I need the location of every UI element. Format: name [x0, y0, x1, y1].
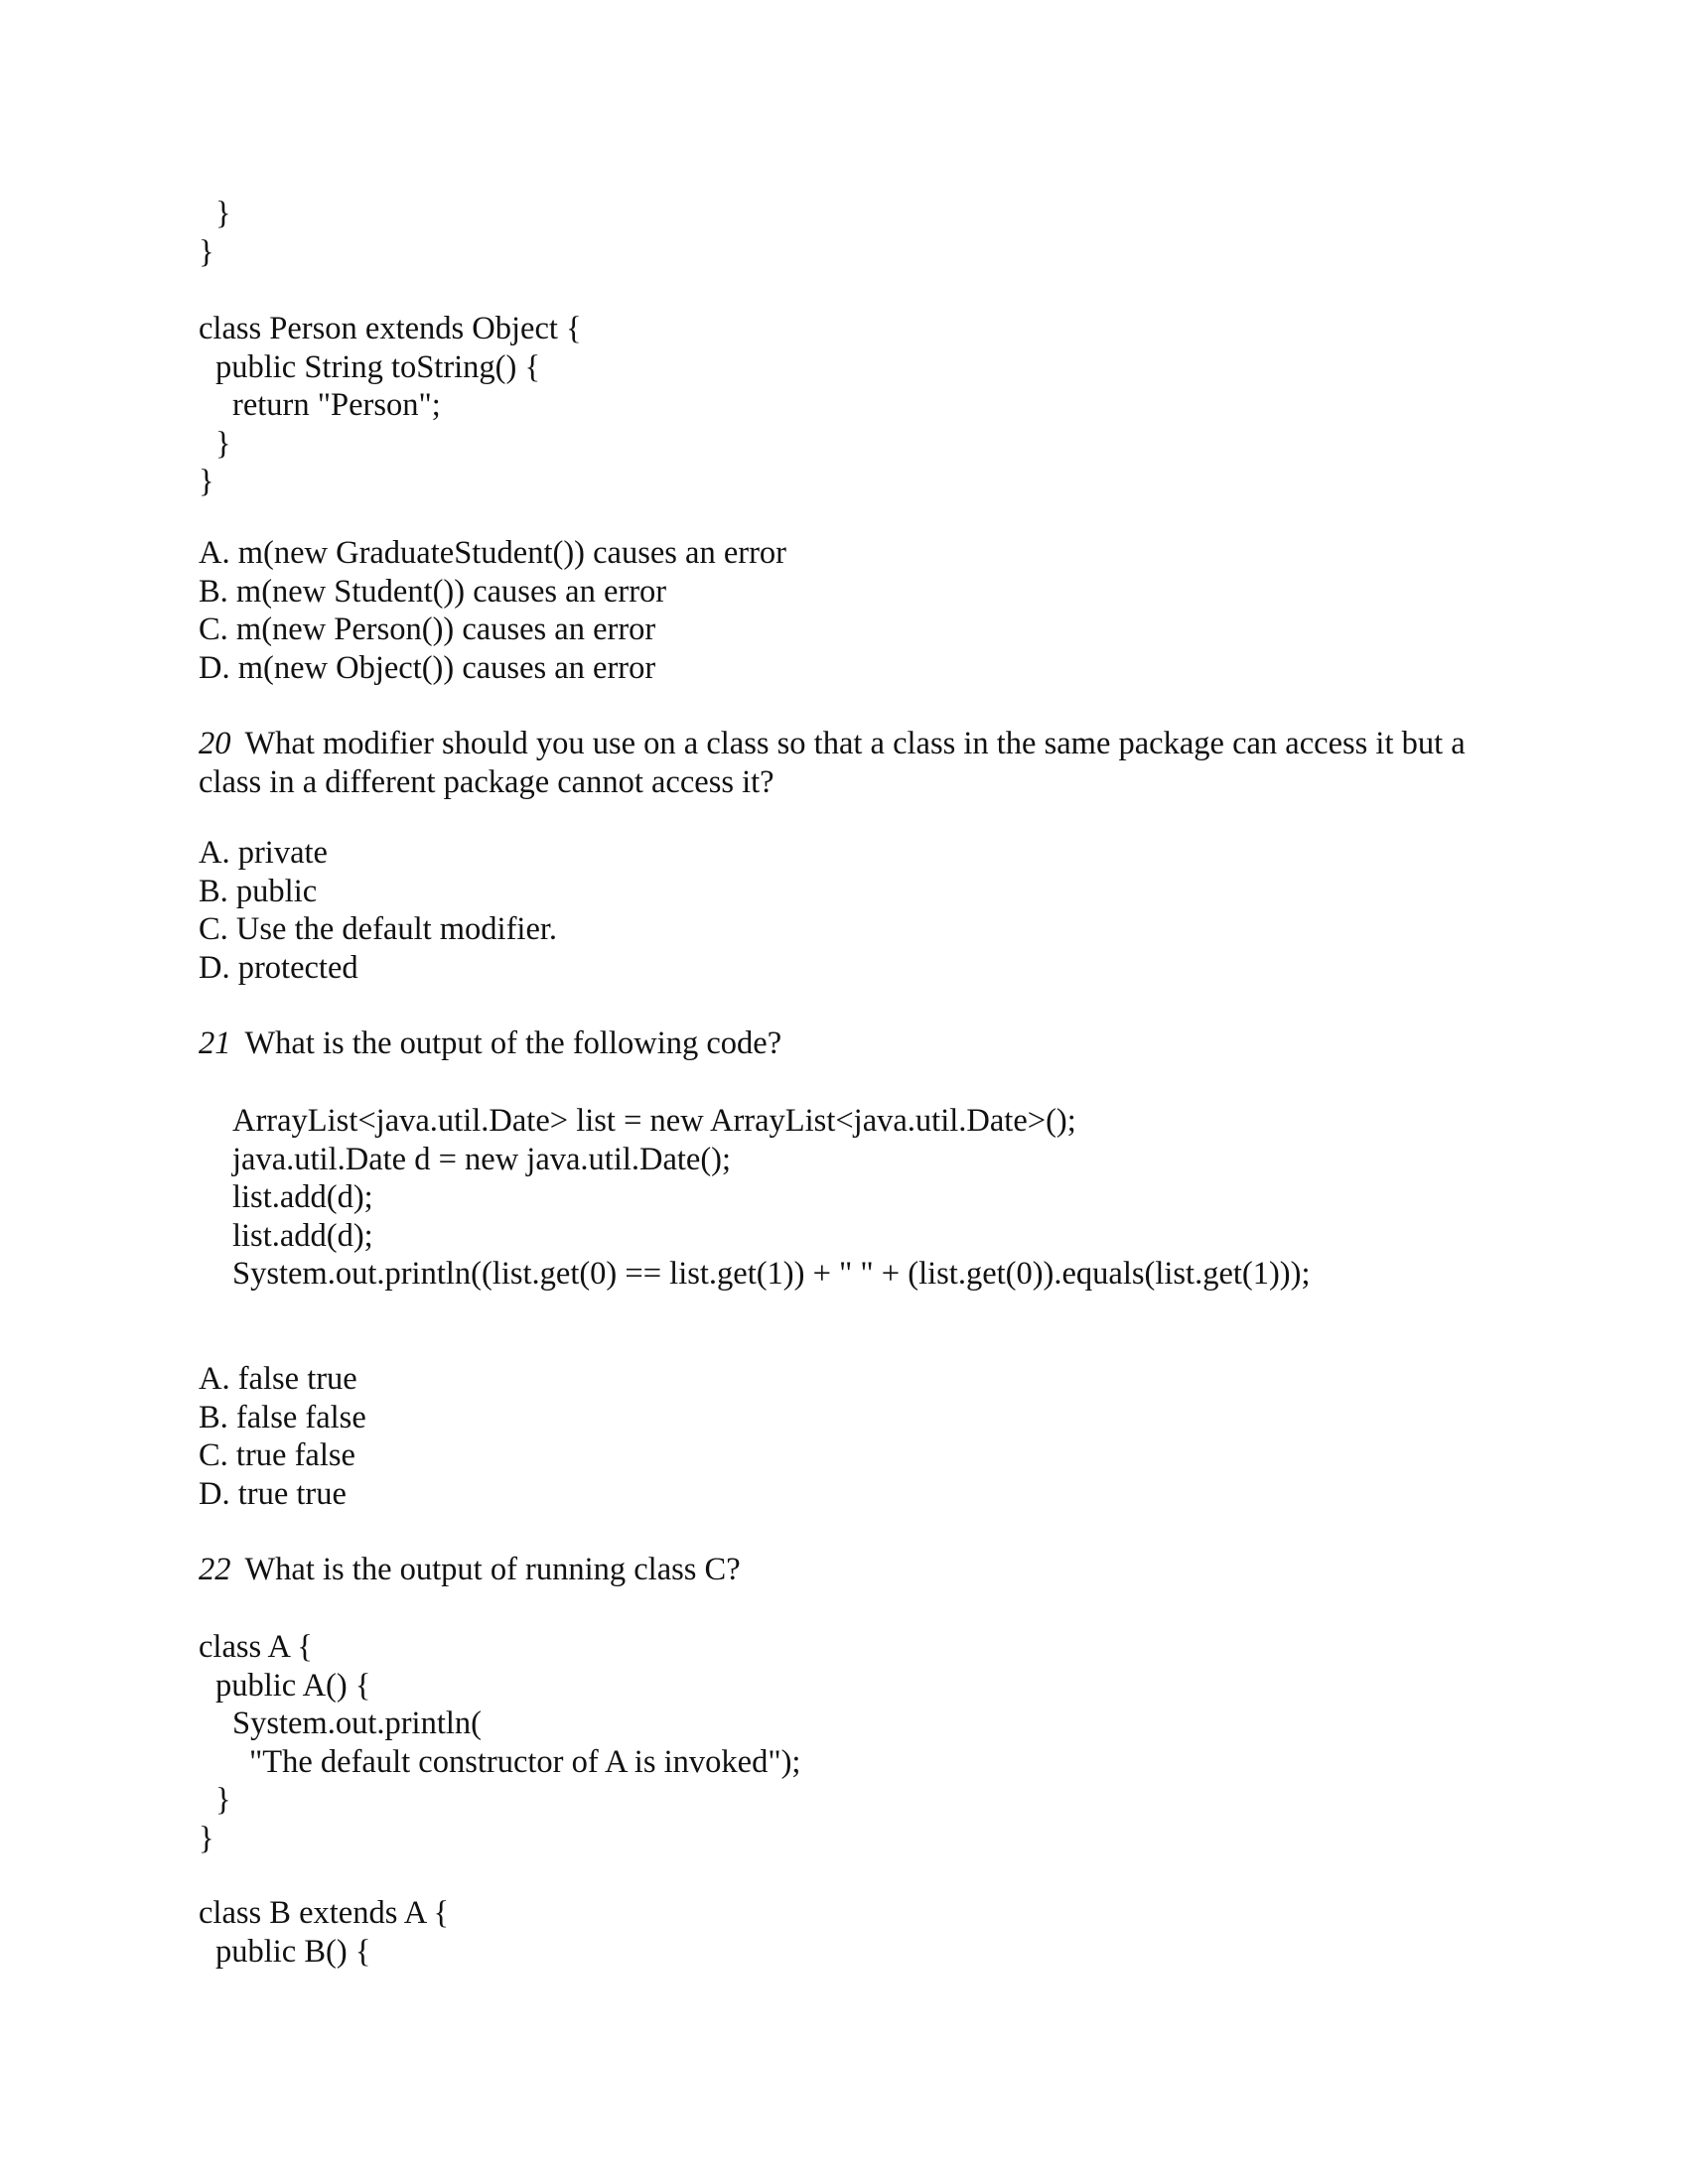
question-prompt: What is the output of the following code?	[244, 1025, 782, 1061]
code-line: public A() {	[215, 1667, 371, 1704]
question-text	[199, 725, 1529, 801]
code-line: System.out.println((list.get(0) == list.get(1)) + " " + (list.get(0)).equals(list.get(1)));	[232, 1256, 1311, 1292]
question-prompt: What modifier should you use on a class so that a class in the same package can access it but a class in a different package cannot access it?	[199, 726, 1466, 800]
code-line: }	[215, 1782, 231, 1818]
code-line: }	[199, 233, 214, 270]
code-line: }	[215, 425, 231, 462]
q21-code	[199, 1102, 1529, 1294]
code-line: "The default constructor of A is invoked");	[249, 1743, 801, 1780]
code-line: }	[199, 1820, 214, 1856]
question-prompt: What is the output of running class C?	[244, 1552, 741, 1587]
answer-option: B. m(new Student()) causes an error	[199, 573, 667, 610]
code-line: class A {	[199, 1629, 313, 1665]
answer-option: A. false true	[199, 1361, 357, 1397]
code-line: }	[215, 196, 231, 231]
answer-option: D. protected	[199, 949, 358, 986]
q19-options	[199, 534, 1529, 687]
code-top-fragment	[199, 195, 1529, 271]
code-line: return "Person";	[232, 387, 441, 423]
question-number: 22	[199, 1552, 231, 1587]
q21-options	[199, 1360, 1529, 1513]
class-a-code	[199, 1628, 1529, 1857]
code-line: class Person extends Object {	[199, 311, 582, 346]
answer-option: B. false false	[199, 1399, 366, 1435]
answer-option: A. private	[199, 835, 328, 871]
code-line: class B extends A {	[199, 1895, 450, 1931]
code-line: System.out.println(	[232, 1706, 482, 1741]
answer-option: C. m(new Person()) causes an error	[199, 612, 656, 647]
code-line: java.util.Date d = new java.util.Date();	[232, 1141, 732, 1177]
class-b-code	[199, 1894, 1529, 1971]
person-class-code	[199, 310, 1529, 501]
code-line: list.add(d);	[232, 1217, 373, 1254]
question-text	[199, 1024, 1529, 1063]
question-text	[199, 1551, 1529, 1589]
code-line: public B() {	[215, 1933, 371, 1970]
answer-option: C. Use the default modifier.	[199, 911, 558, 947]
answer-option: B. public	[199, 873, 318, 909]
code-line: }	[199, 464, 214, 499]
question-21	[199, 1024, 1529, 1063]
question-number: 21	[199, 1025, 231, 1061]
question-20	[199, 725, 1529, 801]
question-number: 20	[199, 726, 231, 761]
answer-option: D. m(new Object()) causes an error	[199, 649, 656, 686]
code-line: public String toString() {	[215, 348, 541, 385]
answer-option: D. true true	[199, 1475, 347, 1512]
answer-option: A. m(new GraduateStudent()) causes an error	[199, 535, 786, 571]
question-22	[199, 1551, 1529, 1589]
code-line: ArrayList<java.util.Date> list = new ArrayList<java.util.Date>();	[232, 1103, 1076, 1139]
answer-option: C. true false	[199, 1437, 355, 1473]
code-line: list.add(d);	[232, 1179, 373, 1215]
q20-options	[199, 834, 1529, 987]
